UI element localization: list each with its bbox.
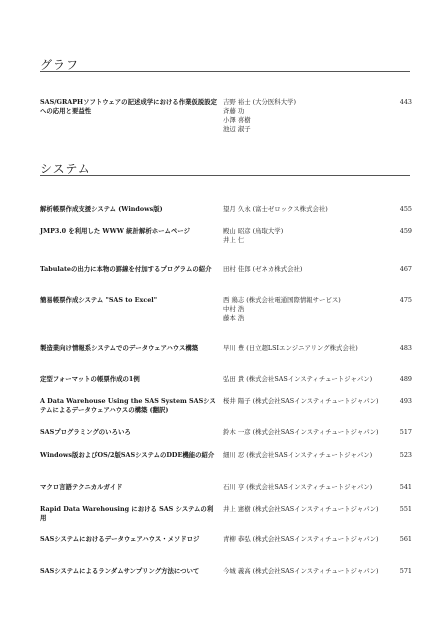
page-number: 571 (399, 567, 412, 575)
entry-title[interactable]: Windows版およびOS/2版SASシステムのDDE機能の紹介 (40, 451, 215, 459)
author-affiliation: (株式会社SASインスティチュートジャパン) (252, 505, 379, 513)
entry-authors (223, 397, 379, 406)
author-line (223, 236, 283, 245)
author-line (223, 567, 379, 576)
page-number: 455 (399, 205, 412, 213)
entry-authors (223, 535, 379, 544)
entry-title[interactable]: SASプログラミングのいろいろ (40, 428, 131, 436)
author-affiliation: (株式会社SASインスティチュートジャパン) (252, 397, 379, 405)
author-line (223, 205, 328, 214)
author-affiliation: (日立超LSIエンジニアリング株式会社) (246, 344, 358, 352)
author-line (223, 397, 379, 406)
author-line (223, 451, 372, 460)
entry-authors (223, 344, 358, 353)
entry-authors (223, 567, 379, 576)
entry-title[interactable]: SASシステムによるランダムサンプリング方法について (40, 567, 200, 575)
author-name: 井上 仁 (223, 236, 245, 244)
entry-authors (223, 483, 372, 492)
dot-leader (382, 428, 397, 437)
dot-leader (382, 397, 397, 406)
author-line (223, 314, 341, 323)
author-name: 早川 豊 (223, 344, 245, 352)
page-number: 489 (399, 375, 412, 383)
author-name: 細川 忍 (223, 451, 245, 459)
page-number: 483 (399, 344, 412, 352)
entry-title[interactable]: JMP3.0 を利用した WWW 統計解析ホームページ (40, 227, 190, 235)
entry-title[interactable]: SAS/GRAPHソフトウェアの記述成学における作業仮説設定への応用と要益性 (40, 98, 218, 115)
entry-authors (223, 451, 372, 460)
author-name: 小澤 喜樹 (223, 116, 251, 124)
entry-title[interactable]: Rapid Data Warehousing における SAS システムの利用 (40, 505, 214, 522)
entry-authors (223, 205, 328, 214)
author-name: 池辺 淑子 (223, 125, 251, 133)
author-affiliation: (株式会社SASインスティチュートジャパン) (246, 451, 373, 459)
author-affiliation: (株式会社SASインスティチュートジャパン) (252, 567, 379, 575)
entry-title[interactable]: 定型フォーマットの帳票作成の1例 (40, 375, 140, 383)
author-affiliation: (鳥取大学) (252, 227, 284, 235)
author-name: 斉藤 功 (223, 107, 245, 115)
author-line (223, 344, 358, 353)
author-line (223, 125, 296, 134)
author-name: 今城 義高 (223, 567, 251, 575)
author-affiliation: (大分医科大学) (252, 98, 296, 106)
author-line (223, 483, 372, 492)
author-name: 中村 浩 (223, 305, 245, 313)
entry-title[interactable]: 解析帳票作成支援システム (Windows版) (40, 205, 163, 213)
entry-authors (223, 98, 296, 134)
author-name: 桜井 陽子 (223, 397, 251, 405)
page-number: 551 (399, 505, 412, 513)
entry-authors (223, 265, 302, 274)
author-name: 殿山 昭彦 (223, 227, 251, 235)
page-number: 443 (399, 98, 412, 106)
author-line (223, 265, 302, 274)
author-affiliation: (株式会社SASインスティチュートジャパン) (246, 375, 373, 383)
author-name: 井上 憲樹 (223, 505, 251, 513)
entry-title[interactable]: マクロ言語テクニカルガイド (40, 483, 123, 491)
entry-authors (223, 505, 379, 514)
section-rule (40, 175, 410, 176)
author-name: 鈴木 一彦 (223, 428, 251, 436)
dot-leader (286, 227, 397, 236)
author-name: 田村 佳郎 (223, 265, 251, 273)
author-line (223, 505, 379, 514)
section-rule (40, 71, 410, 72)
dot-leader (375, 451, 397, 460)
author-affiliation: (株式会社SASインスティチュートジャパン) (246, 483, 373, 491)
section-title: システム (40, 162, 91, 176)
author-line (223, 116, 296, 125)
author-name: 吉野 裕士 (223, 98, 251, 106)
author-line (223, 428, 379, 437)
author-line (223, 375, 372, 384)
dot-leader (331, 205, 397, 214)
author-name: 西 鶏志 (223, 296, 245, 304)
author-name: 青柳 恭弘 (223, 535, 251, 543)
author-line (223, 535, 379, 544)
entry-title[interactable]: Tabulateの出力に本物の罫線を付加するプログラムの紹介 (40, 265, 212, 273)
dot-leader (375, 375, 397, 384)
dot-leader (361, 344, 397, 353)
dot-leader (344, 296, 397, 305)
section-title: グラフ (40, 58, 80, 72)
author-name: 望月 久永 (223, 205, 251, 213)
entry-authors (223, 227, 283, 245)
page-number: 561 (399, 535, 412, 543)
author-affiliation: (株式会社SASインスティチュートジャパン) (252, 535, 379, 543)
author-line (223, 305, 341, 314)
page-number: 459 (399, 227, 412, 235)
page-number: 517 (399, 428, 412, 436)
page-number: 523 (399, 451, 412, 459)
entry-title[interactable]: SASシステムにおけるデータウェアハウス・メソドロジ (40, 535, 200, 543)
author-line (223, 296, 341, 305)
entry-authors (223, 428, 379, 437)
entry-authors (223, 296, 341, 323)
page-number: 467 (399, 265, 412, 273)
entry-title[interactable]: 製造業向け情報系システムでのデータウェアハウス構築 (40, 344, 199, 352)
author-line (223, 107, 296, 116)
entry-authors (223, 375, 372, 384)
author-name: 藤本 浩 (223, 314, 245, 322)
author-affiliation: (富士ゼロックス株式会社) (252, 205, 328, 213)
page-number: 493 (399, 397, 412, 405)
dot-leader (382, 505, 397, 514)
page-number: 475 (399, 296, 412, 304)
author-line (223, 227, 283, 236)
dot-leader (382, 535, 397, 544)
author-name: 弘田 貴 (223, 375, 245, 383)
author-line (223, 98, 296, 107)
dot-leader (375, 483, 397, 492)
author-affiliation: (ゼネカ株式会社) (252, 265, 303, 273)
page-number: 541 (399, 483, 412, 491)
author-affiliation: (株式会社電通国際情報サービス) (246, 296, 341, 304)
dot-leader (299, 98, 397, 107)
entry-title[interactable]: A Data Warehouse Using the SAS System SASシステムによるデータウェアハウスの構築 (翻訳) (40, 397, 216, 414)
entry-title[interactable]: 簡易帳票作成システム "SAS to Excel" (40, 296, 158, 304)
dot-leader (382, 567, 397, 576)
dot-leader (305, 265, 396, 274)
author-name: 石川 亨 (223, 483, 245, 491)
author-affiliation: (株式会社SASインスティチュートジャパン) (252, 428, 379, 436)
